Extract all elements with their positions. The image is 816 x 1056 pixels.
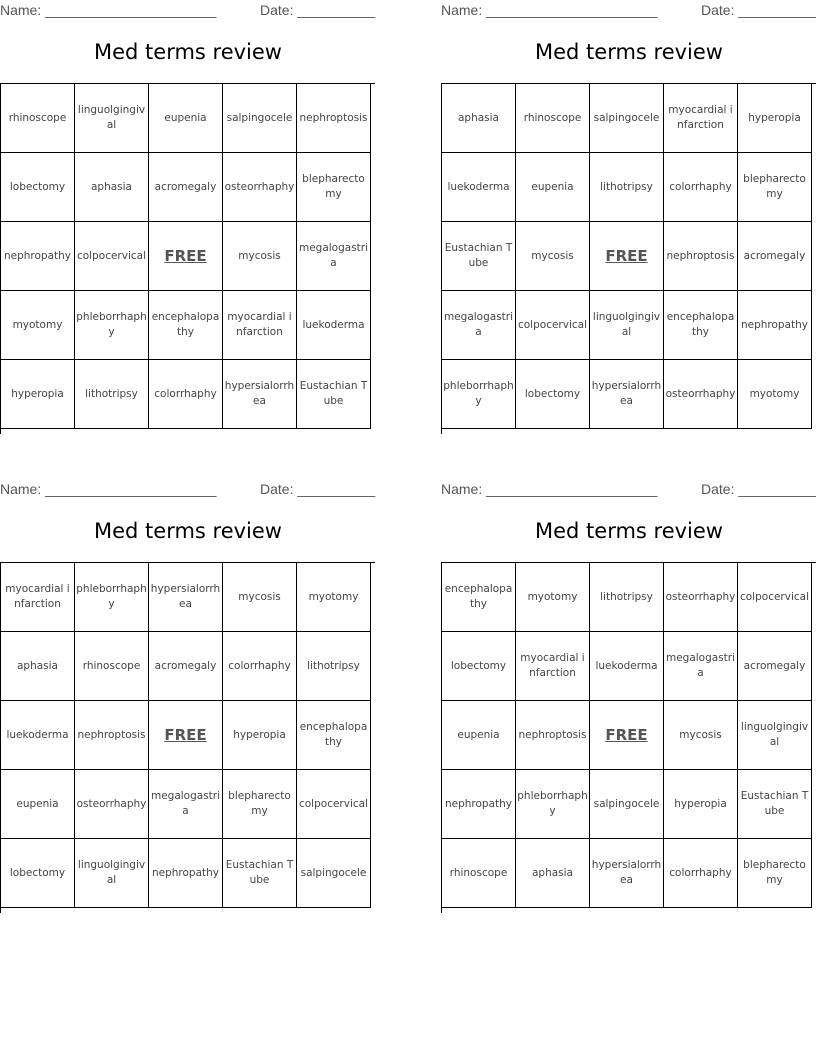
bingo-cell: hypersialorrhea [590, 360, 664, 429]
bingo-cell: eupenia [516, 153, 590, 222]
bingo-cell: salpingocele [297, 839, 371, 908]
bingo-cell: luekoderma [590, 632, 664, 701]
bingo-cell: colorrhaphy [149, 360, 223, 429]
bingo-cell: myocardial infarction [223, 291, 297, 360]
bingo-cell: linguolgingival [590, 291, 664, 360]
card-title: Med terms review [94, 519, 282, 543]
bingo-cell: osteorrhaphy [223, 153, 297, 222]
bingo-cell: myocardial infarction [1, 563, 75, 632]
bingo-cell: eupenia [1, 770, 75, 839]
bingo-cell: aphasia [1, 632, 75, 701]
bingo-cell: osteorrhaphy [75, 770, 149, 839]
bingo-card-3 [0, 479, 376, 886]
bingo-cell: megalogastria [149, 770, 223, 839]
bingo-cell: rhinoscope [75, 632, 149, 701]
bingo-cell: encephalopathy [297, 701, 371, 770]
bingo-cell: lithotripsy [75, 360, 149, 429]
bingo-cell: salpingocele [223, 84, 297, 153]
bingo-cell: colpocervical [738, 563, 812, 632]
bingo-cell: salpingocele [590, 84, 664, 153]
bingo-cell: lithotripsy [297, 632, 371, 701]
bingo-card-4 [441, 479, 816, 886]
date-field-label: Date: __________ [260, 481, 376, 497]
date-field-label: Date: __________ [701, 481, 816, 497]
bingo-cell: nephropathy [149, 839, 223, 908]
name-field-label: Name: ______________________ [0, 481, 217, 497]
bingo-cell: blepharectomy [738, 153, 812, 222]
bingo-cell: myotomy [297, 563, 371, 632]
free-space: FREE [590, 222, 664, 291]
bingo-cell: phleborrhaphy [75, 291, 149, 360]
bingo-cell: mycosis [223, 563, 297, 632]
bingo-cell: linguolgingival [75, 839, 149, 908]
bingo-cell: blepharectomy [297, 153, 371, 222]
bingo-cell: aphasia [75, 153, 149, 222]
bingo-cell: rhinoscope [1, 84, 75, 153]
bingo-cell: encephalopathy [664, 291, 738, 360]
card-title: Med terms review [535, 519, 723, 543]
bingo-cell: myotomy [1, 291, 75, 360]
bingo-cell: blepharectomy [738, 839, 812, 908]
bingo-cell: nephropathy [1, 222, 75, 291]
bingo-cell: lobectomy [516, 360, 590, 429]
bingo-cell: megalogastria [442, 291, 516, 360]
bingo-cell: mycosis [223, 222, 297, 291]
card-header [0, 479, 376, 501]
bingo-cell: rhinoscope [442, 839, 516, 908]
bingo-grid [441, 562, 816, 913]
bingo-cell: colorrhaphy [223, 632, 297, 701]
bingo-cell: myotomy [738, 360, 812, 429]
bingo-cell: nephroptosis [75, 701, 149, 770]
date-field-label: Date: __________ [260, 2, 376, 18]
bingo-cell: encephalopathy [149, 291, 223, 360]
bingo-cell: lithotripsy [590, 153, 664, 222]
bingo-cell: phleborrhaphy [442, 360, 516, 429]
bingo-cell: acromegaly [149, 153, 223, 222]
bingo-cell: myocardial infarction [516, 632, 590, 701]
bingo-cell: colorrhaphy [664, 153, 738, 222]
bingo-grid [0, 83, 375, 434]
bingo-cell: Eustachian Tube [297, 360, 371, 429]
bingo-cell: lobectomy [1, 153, 75, 222]
bingo-cell: hypersialorrhea [223, 360, 297, 429]
free-space: FREE [149, 222, 223, 291]
card-header [441, 0, 816, 22]
bingo-cell: colpocervical [516, 291, 590, 360]
bingo-cell: hyperopia [738, 84, 812, 153]
bingo-cell: myocardial infarction [664, 84, 738, 153]
bingo-cell: colpocervical [75, 222, 149, 291]
bingo-cell: phleborrhaphy [75, 563, 149, 632]
bingo-cell: lobectomy [442, 632, 516, 701]
bingo-cell: acromegaly [738, 222, 812, 291]
bingo-cell: acromegaly [738, 632, 812, 701]
bingo-cell: linguolgingival [738, 701, 812, 770]
bingo-cell: nephroptosis [297, 84, 371, 153]
card-title: Med terms review [94, 40, 282, 64]
bingo-cell: nephroptosis [664, 222, 738, 291]
bingo-grid [0, 562, 375, 913]
bingo-cell: hypersialorrhea [149, 563, 223, 632]
bingo-card-2 [441, 0, 816, 407]
bingo-card-1 [0, 0, 376, 407]
name-field-label: Name: ______________________ [441, 481, 658, 497]
bingo-cell: nephroptosis [516, 701, 590, 770]
bingo-cell: luekoderma [442, 153, 516, 222]
bingo-cell: osteorrhaphy [664, 563, 738, 632]
bingo-cell: hyperopia [664, 770, 738, 839]
bingo-cell: encephalopathy [442, 563, 516, 632]
card-title: Med terms review [535, 40, 723, 64]
bingo-cell: salpingocele [590, 770, 664, 839]
bingo-cell: Eustachian Tube [442, 222, 516, 291]
bingo-cell: hypersialorrhea [590, 839, 664, 908]
bingo-cell: phleborrhaphy [516, 770, 590, 839]
bingo-cell: osteorrhaphy [664, 360, 738, 429]
bingo-cell: lobectomy [1, 839, 75, 908]
bingo-cell: nephropathy [738, 291, 812, 360]
bingo-cell: megalogastria [664, 632, 738, 701]
free-space: FREE [590, 701, 664, 770]
bingo-cell: blepharectomy [223, 770, 297, 839]
bingo-cell: lithotripsy [590, 563, 664, 632]
bingo-cell: megalogastria [297, 222, 371, 291]
bingo-cell: acromegaly [149, 632, 223, 701]
card-header [0, 0, 376, 22]
bingo-cell: mycosis [516, 222, 590, 291]
bingo-cell: aphasia [516, 839, 590, 908]
bingo-cell: hyperopia [1, 360, 75, 429]
bingo-grid [441, 83, 816, 434]
bingo-cell: rhinoscope [516, 84, 590, 153]
bingo-cell: Eustachian Tube [223, 839, 297, 908]
bingo-cell: eupenia [149, 84, 223, 153]
date-field-label: Date: __________ [701, 2, 816, 18]
card-header [441, 479, 816, 501]
bingo-cell: eupenia [442, 701, 516, 770]
bingo-cell: nephropathy [442, 770, 516, 839]
bingo-cell: Eustachian Tube [738, 770, 812, 839]
bingo-cell: mycosis [664, 701, 738, 770]
name-field-label: Name: ______________________ [0, 2, 217, 18]
bingo-cell: aphasia [442, 84, 516, 153]
bingo-cell: myotomy [516, 563, 590, 632]
bingo-cell: colorrhaphy [664, 839, 738, 908]
bingo-cell: luekoderma [297, 291, 371, 360]
bingo-cell: luekoderma [1, 701, 75, 770]
bingo-cell: hyperopia [223, 701, 297, 770]
bingo-cell: colpocervical [297, 770, 371, 839]
name-field-label: Name: ______________________ [441, 2, 658, 18]
free-space: FREE [149, 701, 223, 770]
bingo-cell: linguolgingival [75, 84, 149, 153]
